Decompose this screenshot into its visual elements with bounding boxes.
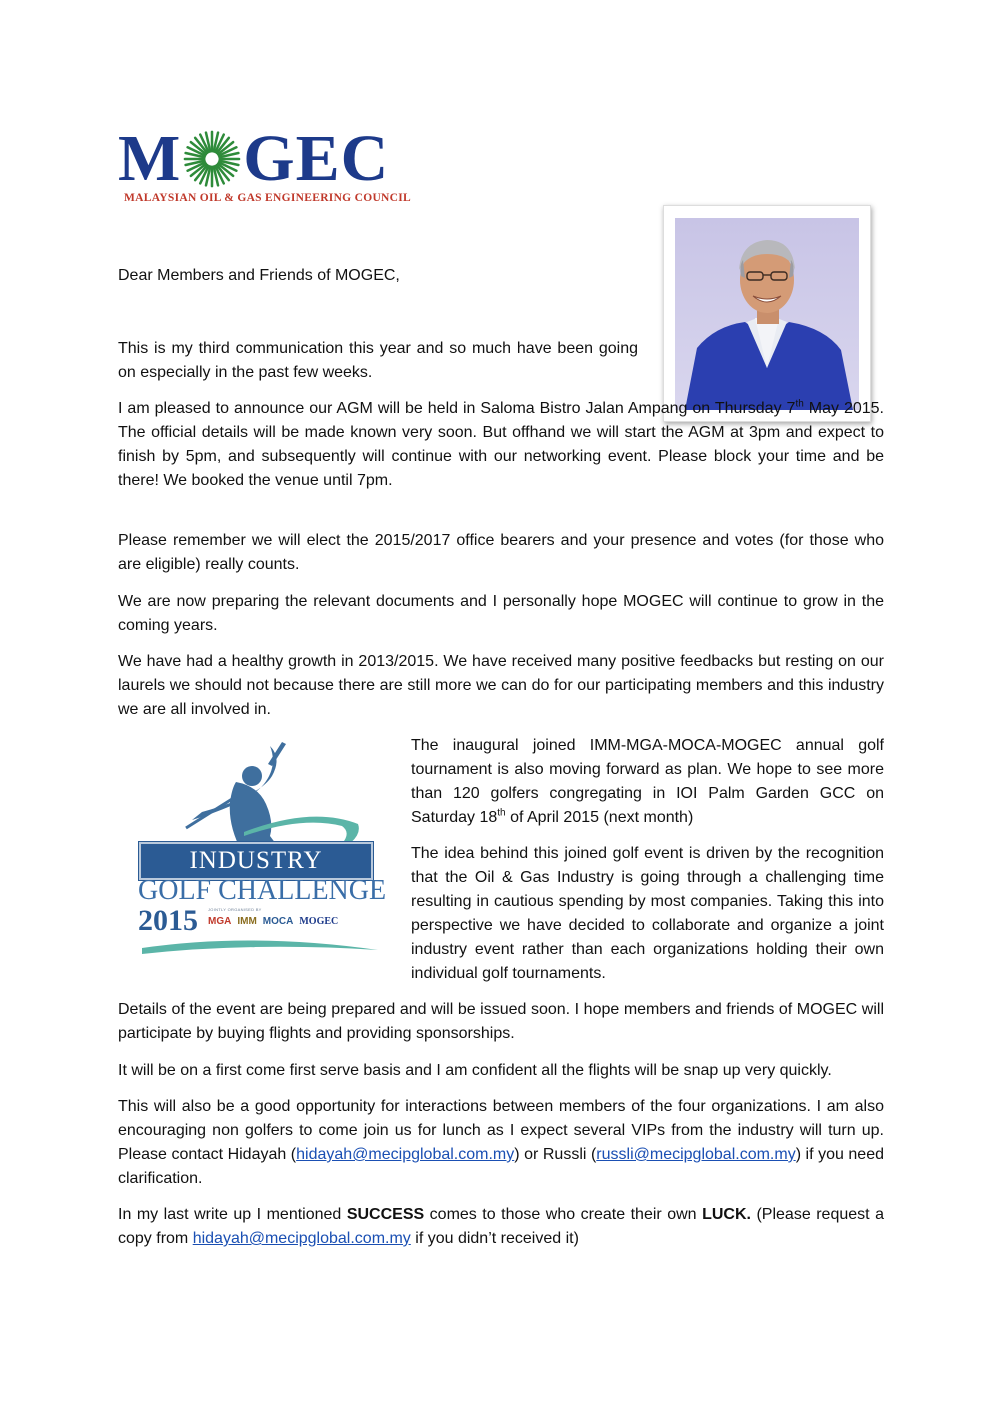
paragraph-9 (118, 1203, 884, 1251)
golf-paragraph-1-sup: th (497, 807, 506, 819)
golf-paragraph-1-text-a: The inaugural joined IMM-MGA-MOCA-MOGEC annual golf tournament is also moving forward as plan. We hope to see more than 120 golfers congregating in IOI Palm Garden GCC on Saturday 18 (411, 737, 884, 826)
email-link-russli[interactable]: russli@mecipglobal.com.my (596, 1146, 796, 1163)
logo-burst-icon (183, 130, 241, 188)
email-link-hidayah[interactable]: hidayah@mecipglobal.com.my (296, 1146, 515, 1163)
sponsor-mogec: MOGEC (299, 916, 339, 927)
person-photo-icon (675, 218, 859, 410)
sponsor-imm: IMM (237, 916, 257, 927)
golf-title-bottom: GOLF CHALLENGE (138, 875, 387, 906)
logo-letters-gec: GEC (243, 122, 390, 195)
logo-subtitle: MALAYSIAN OIL & GAS ENGINEERING COUNCIL (124, 192, 412, 204)
paragraph-8-text-b: ) or Russli ( (514, 1146, 597, 1163)
portrait-photo (663, 205, 871, 422)
industry-golf-challenge-logo (132, 736, 387, 964)
golf-title-top: INDUSTRY (189, 847, 323, 874)
paragraph-5: We have had a healthy growth in 2013/2015. We have received many positive feedbacks but resting on our laurels we should not because there are still more we can do for our participating members and this industry we are all involved in. (118, 653, 884, 718)
paragraph-6: Details of the event are being prepared and will be issued soon. I hope members and friends of MOGEC will participate by buying flights and providing sponsorships. (118, 1001, 884, 1042)
paragraph-9-text-a: In my last write up I mentioned (118, 1206, 347, 1223)
paragraph-9-text-d: if you didn’t received it) (410, 1230, 579, 1247)
greeting: Dear Members and Friends of MOGEC, (118, 267, 400, 284)
golf-sponsor-row (208, 916, 338, 927)
golf-paragraph-1-text-b: of April 2015 (next month) (505, 809, 694, 826)
paragraph-8-text-c: ) if you need clarification. (118, 1146, 884, 1187)
paragraph-9-text-b: comes to those who create their own (424, 1206, 703, 1223)
paragraph-8-text-a: This will also be a good opportunity for interactions between members of the four organizations. I am also encouraging non golfers to come join us for lunch as I expect several VIPs from the industry will turn up. Please contact Hidayah ( (118, 1098, 884, 1163)
paragraph-1: This is my third communication this year and so much have been going on especially in the past few weeks. (118, 340, 638, 381)
sponsor-moca: MOCA (262, 916, 294, 927)
paragraph-9-luck: LUCK. (702, 1206, 751, 1223)
paragraph-7: It will be on a first come first serve basis and I am confident all the flights will be snap up very quickly. (118, 1062, 832, 1079)
paragraph-3: Please remember we will elect the 2015/2017 office bearers and your presence and votes (for those who are eligible) really counts. (118, 532, 884, 573)
golf-year: 2015 (138, 904, 198, 937)
paragraph-2-text-b: May 2015. The official details will be made known very soon. But offhand we will start the AGM at 3pm and expect to finish by 5pm, and subsequently will continue with our networking event. Please block your time and be there! We booked the venue until 7pm. (118, 400, 885, 489)
mogec-logo (118, 122, 430, 208)
golf-paragraph-1 (411, 734, 884, 830)
paragraph-8 (118, 1095, 884, 1191)
paragraph-4: We are now preparing the relevant documents and I personally hope MOGEC will continue to grow in the coming years. (118, 593, 884, 634)
email-link-hidayah-2[interactable]: hidayah@mecipglobal.com.my (192, 1230, 411, 1247)
golf-organised-by: JOINTLY ORGANISED BY (208, 907, 262, 912)
golf-paragraph-2: The idea behind this joined golf event is driven by the recognition that the Oil & Gas Industry is going through a challenging time resulting in cautious spending by most companies. Taking this into perspective we have decided to collaborate and organize a joint industry event rather than each organizations holding their own individual golf tournaments. (411, 845, 884, 982)
logo-wordmark (118, 124, 389, 194)
paragraph-2-sup: th (795, 398, 804, 410)
paragraph-2-text-a: I am pleased to announce our AGM will be held in Saloma Bistro Jalan Ampang on Thursday 7 (118, 400, 796, 417)
paragraph-9-text-c: (Please request a copy from (118, 1206, 884, 1247)
sponsor-mga: MGA (208, 916, 232, 927)
logo-letter-m: M (118, 122, 182, 195)
paragraph-2 (118, 397, 884, 493)
paragraph-9-success: SUCCESS (346, 1206, 425, 1223)
